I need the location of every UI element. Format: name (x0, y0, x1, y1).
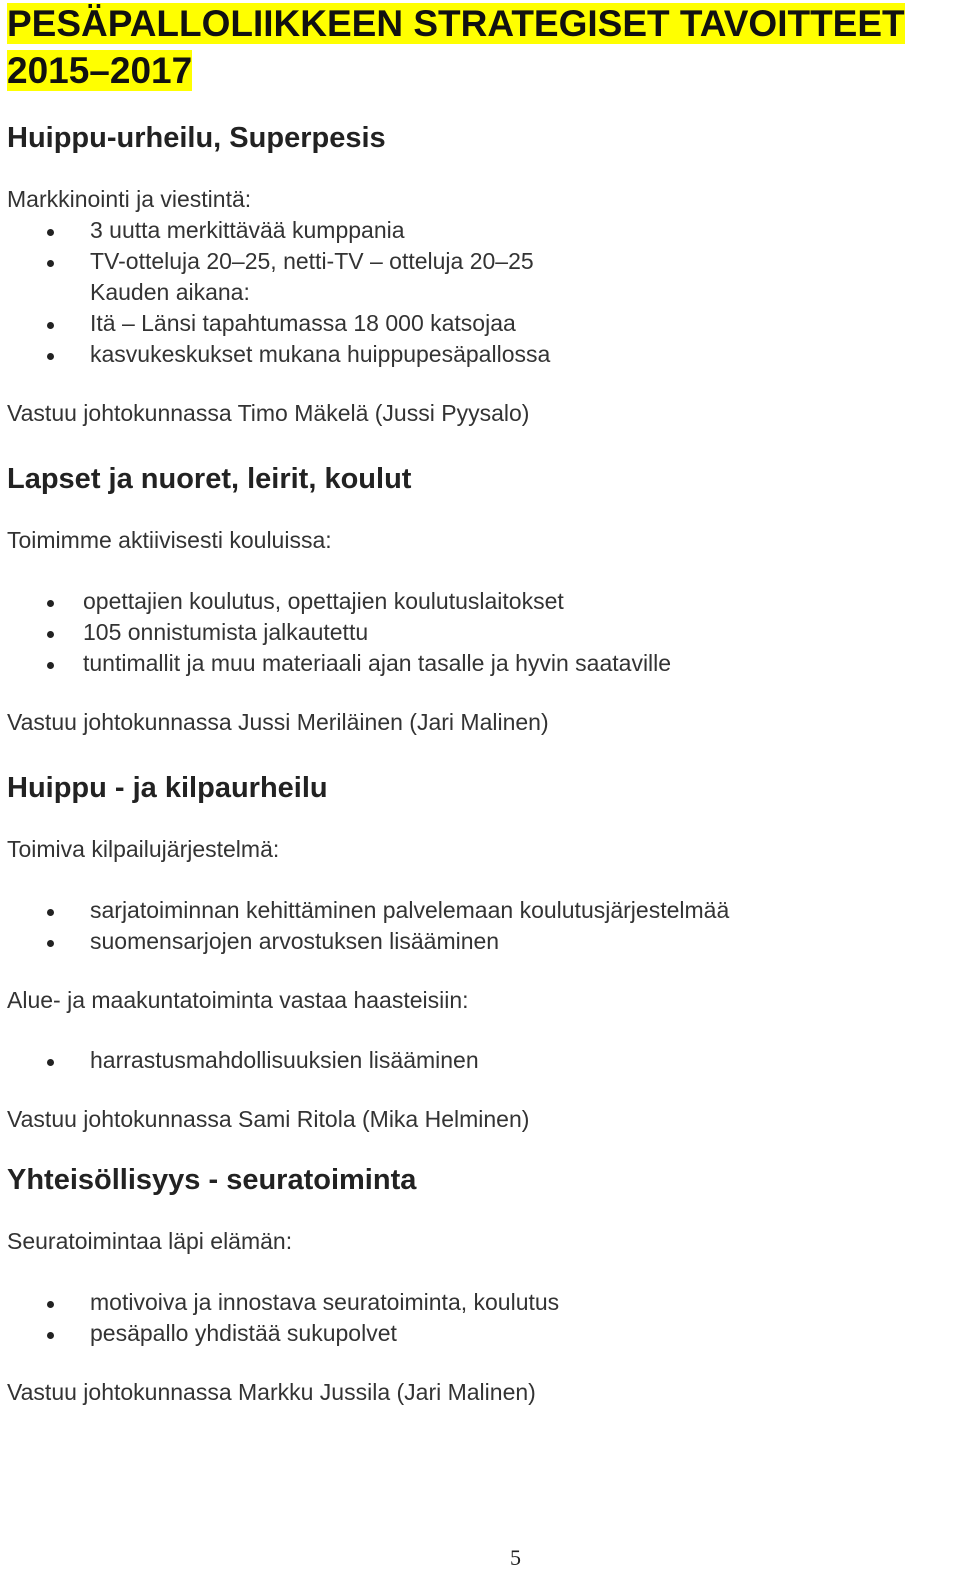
section-intro-2: Alue- ja maakuntatoiminta vastaa haasteisiin: (7, 987, 469, 1013)
bullet-icon (47, 1059, 54, 1066)
section-subline: Kauden aikana: (90, 279, 250, 305)
bullet-icon (47, 909, 54, 916)
section-intro: Toimimme aktiivisesti kouluissa: (7, 527, 332, 553)
bullet-icon (47, 353, 54, 360)
section-heading-lapset-ja-nuoret: Lapset ja nuoret, leirit, koulut (7, 463, 412, 495)
responsible-line: Vastuu johtokunnassa Markku Jussila (Jari Malinen) (7, 1379, 536, 1405)
section-intro: Seuratoimintaa läpi elämän: (7, 1228, 293, 1254)
bullet-icon (47, 260, 54, 267)
section-intro: Markkinointi ja viestintä: (7, 186, 252, 212)
title-line-1: PESÄPALLOLIIKKEEN STRATEGISET TAVOITTEET (7, 3, 905, 44)
responsible-line: Vastuu johtokunnassa Sami Ritola (Mika Helminen) (7, 1106, 530, 1132)
section-heading-huippu-urheilu: Huippu-urheilu, Superpesis (7, 122, 386, 154)
bullet-icon (47, 1332, 54, 1339)
bullet-icon (47, 600, 54, 607)
bullet-icon (47, 229, 54, 236)
section-intro: Toimiva kilpailujärjestelmä: (7, 836, 280, 862)
bullet-icon (47, 1301, 54, 1308)
section-heading-huippu-ja-kilpaurheilu: Huippu - ja kilpaurheilu (7, 772, 328, 804)
bullet-icon (47, 940, 54, 947)
bullet-icon (47, 662, 54, 669)
section-heading-yhteisollisyys: Yhteisöllisyys - seuratoiminta (7, 1164, 417, 1196)
responsible-line: Vastuu johtokunnassa Jussi Meriläinen (Jari Malinen) (7, 709, 549, 735)
bullet-icon (47, 631, 54, 638)
document-title (7, 0, 952, 94)
responsible-line: Vastuu johtokunnassa Timo Mäkelä (Jussi Pyysalo) (7, 400, 530, 426)
title-line-2: 2015–2017 (7, 50, 193, 91)
bullet-icon (47, 322, 54, 329)
page-number: 5 (510, 1545, 521, 1570)
